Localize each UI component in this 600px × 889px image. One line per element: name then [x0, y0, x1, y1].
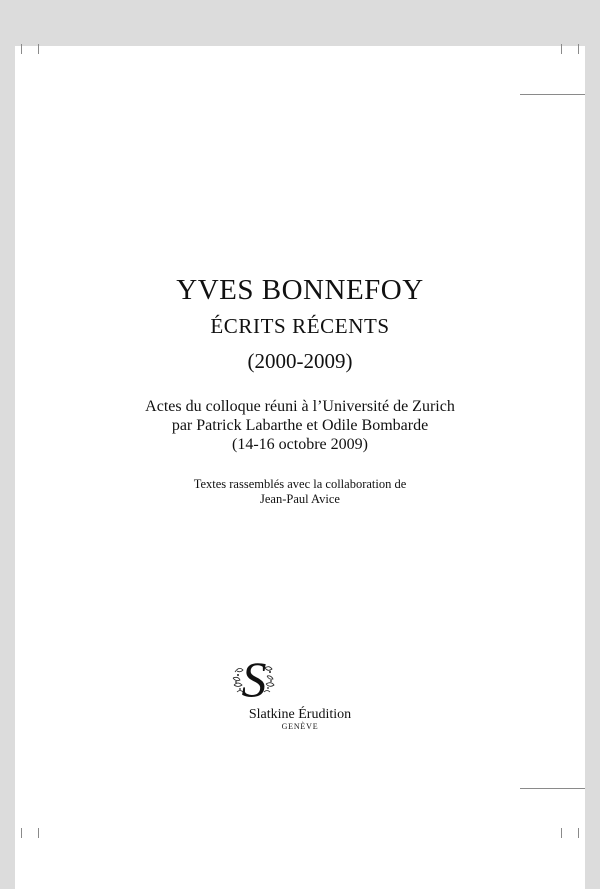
crop-mark-top-right-vertical	[561, 44, 562, 54]
publisher-city: GENÈVE	[281, 722, 319, 731]
crop-mark-top-left-vertical	[21, 44, 22, 54]
proceedings-line-1: Actes du colloque réuni à l’Université de Zurich	[145, 398, 455, 415]
book-years: (2000-2009)	[247, 349, 353, 373]
publisher-logo-icon	[226, 652, 282, 708]
collaboration-line-1: Textes rassemblés avec la collaboration de	[193, 477, 407, 491]
crop-mark-top-right-vertical-2	[578, 44, 579, 54]
book-title: ÉCRITS RÉCENTS	[210, 314, 390, 338]
crop-mark-bottom-right-vertical	[561, 828, 562, 838]
author-name: YVES BONNEFOY	[176, 274, 424, 306]
crop-mark-bottom-left-vertical-2	[38, 828, 39, 838]
proceedings-line-3: (14-16 octobre 2009)	[232, 436, 368, 453]
crop-mark-right-lower-horizontal	[520, 788, 585, 789]
book-page	[15, 46, 585, 889]
collaboration-line-2: Jean-Paul Avice	[260, 492, 340, 506]
crop-mark-top-left-vertical-2	[38, 44, 39, 54]
crop-mark-bottom-left-vertical	[21, 828, 22, 838]
publisher-logo-letter: S	[241, 652, 267, 707]
collaboration-block	[0, 477, 600, 507]
crop-mark-right-upper-horizontal	[520, 94, 585, 95]
publisher-name: Slatkine Érudition	[248, 707, 352, 722]
crop-mark-bottom-right-vertical-2	[578, 828, 579, 838]
proceedings-block	[0, 397, 600, 454]
publisher-logo-svg	[226, 652, 282, 708]
proceedings-line-2: par Patrick Labarthe et Odile Bombarde	[171, 417, 429, 434]
